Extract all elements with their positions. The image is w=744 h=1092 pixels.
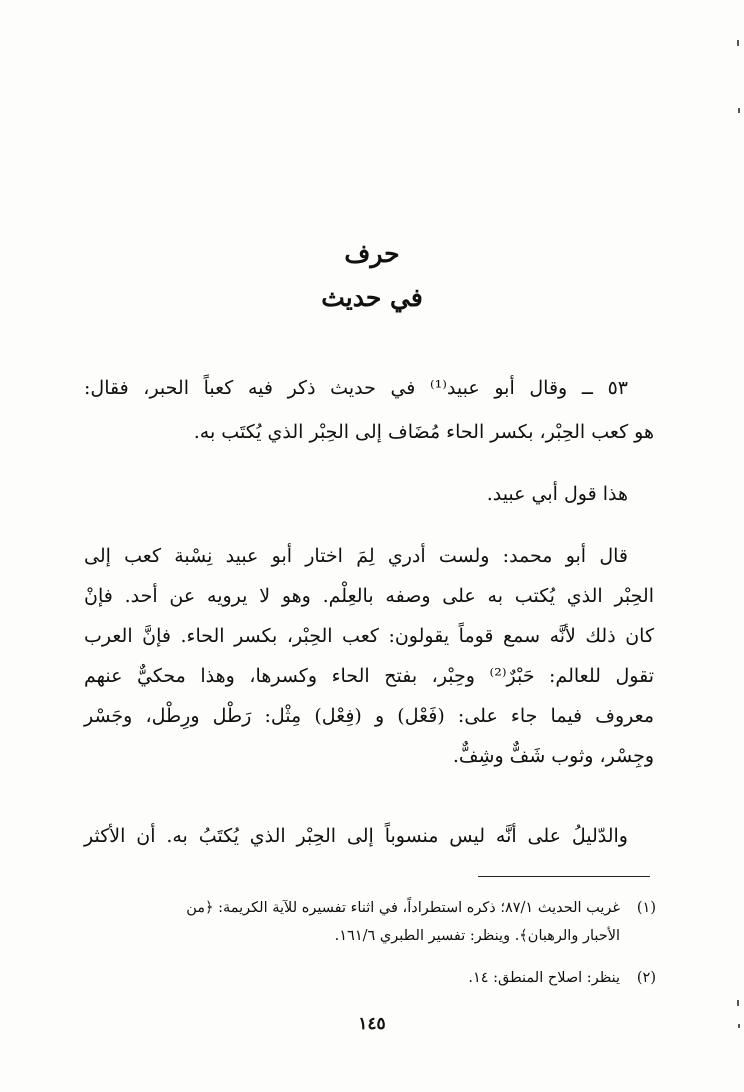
section-heading-line-2: في حديث xyxy=(321,283,423,312)
footnote-text: غريب الحديث ٨٧/١؛ ذكره استطراداً، في اثناء تفسيره للآية الكريمة: ﴿من xyxy=(186,900,620,916)
footnote-text: ينظر: اصلاح المنطق: ١٤. xyxy=(468,970,620,986)
scan-edge-mark xyxy=(737,1000,739,1006)
text-line: كان ذلك لأنَّه سمع قوماً يقولون: كعب الحِبْر، بكسر الحاء. فإنَّ العرب xyxy=(84,625,654,647)
page-number: ١٤٥ xyxy=(358,1014,386,1034)
text-line: قال أبو محمد: ولست أدري لِمَ اختار أبو عبيد نِسْبة كعب إلى xyxy=(84,545,628,567)
scan-edge-mark xyxy=(738,108,740,113)
paragraph-abu-muhammad xyxy=(84,536,654,776)
text-line: الحِبْر الذي يُكتب به على وصفه بالعِلْم. وهو لا يرويه عن أحد. فإنْ xyxy=(84,585,654,607)
footnote-separator xyxy=(478,876,650,877)
paragraph-entry-53 xyxy=(84,366,654,454)
paragraph-evidence xyxy=(84,814,654,858)
text-line: هذا قول أبي عبيد. xyxy=(486,483,628,505)
footnote-number: (١) xyxy=(636,900,656,916)
section-heading-line-1: حرف xyxy=(344,239,400,268)
paragraph-quote-note xyxy=(84,472,654,516)
footnote-2 xyxy=(84,964,656,992)
text-line: تقول للعالم: حَبْرٌ⁽²⁾ وحِبْر، بفتح الحاء وكسرها، وهذا محكيٌّ عنهم xyxy=(84,665,654,687)
footnote-1 xyxy=(84,894,656,950)
text-line: وجِسْر، وثوب شَفٌّ وشِفٌّ. xyxy=(452,745,654,767)
text-line: هو كعب الحِبْر، بكسر الحاء مُضَاف إلى الحِبْر الذي يُكتَب به. xyxy=(193,421,654,443)
footnote-text: الأحبار والرهبان﴾. وينظر: تفسير الطبري ١٦١/٦. xyxy=(334,928,620,944)
scan-edge-mark xyxy=(737,40,739,46)
text-line: والدّليلُ على أنَّه ليس منسوباً إلى الحِبْر الذي يُكتَبُ به. أن الأكثر xyxy=(84,825,628,847)
footnote-number: (٢) xyxy=(636,970,656,986)
text-line: ٥٣ ــ وقال أبو عبيد⁽¹⁾ في حديث ذكر فيه كعباً الحبر، فقال: xyxy=(84,377,628,399)
text-line: معروف فيما جاء على: (فَعْل) و (فِعْل) مِثْل: رَطْل ورِطْل، وجَسْر xyxy=(84,705,654,727)
